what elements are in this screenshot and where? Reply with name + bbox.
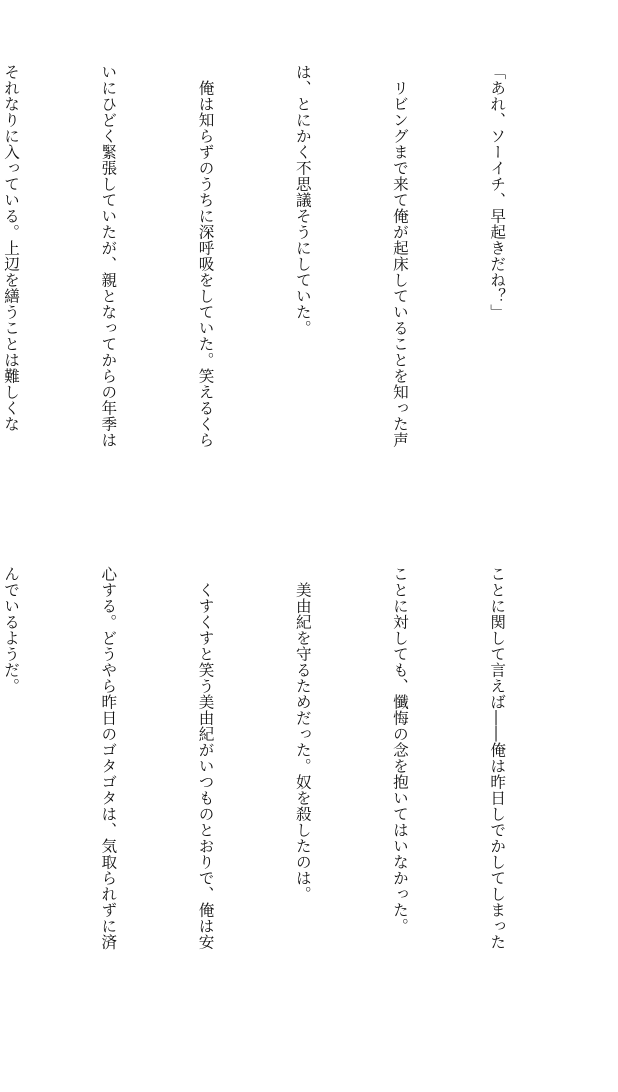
text-line: くすくすと笑う美由紀がいつものとおりで、俺は安	[196, 566, 215, 950]
lower-text-block	[0, 566, 578, 1026]
upper-text-block	[0, 64, 578, 524]
text-line: いにひどく緊張していたが、親となってからの年季は	[99, 64, 118, 448]
text-line: 「あれ、ソーイチ、早起きだね？」	[488, 64, 507, 320]
text-line: リビングまで来て俺が起床していることを知った声	[390, 64, 409, 448]
text-line: 心する。どうやら昨日のゴタゴタは、気取られずに済	[99, 566, 118, 950]
text-line: は、とにかく不思議そうにしていた。	[293, 64, 312, 336]
text-line: んでいるようだ。	[2, 566, 21, 694]
text-line: ことに対しても、懺悔の念を抱いてはいなかった。	[390, 566, 409, 934]
text-line: 俺は知らずのうちに深呼吸をしていた。笑えるくら	[196, 64, 215, 448]
text-line: 美由紀を守るためだった。奴を殺したのは。	[293, 566, 312, 902]
text-line: それなりに入っている。上辺を繕うことは難しくな	[2, 64, 21, 432]
text-line: ことに関して言えば――俺は昨日しでかしてしまった	[488, 566, 507, 950]
